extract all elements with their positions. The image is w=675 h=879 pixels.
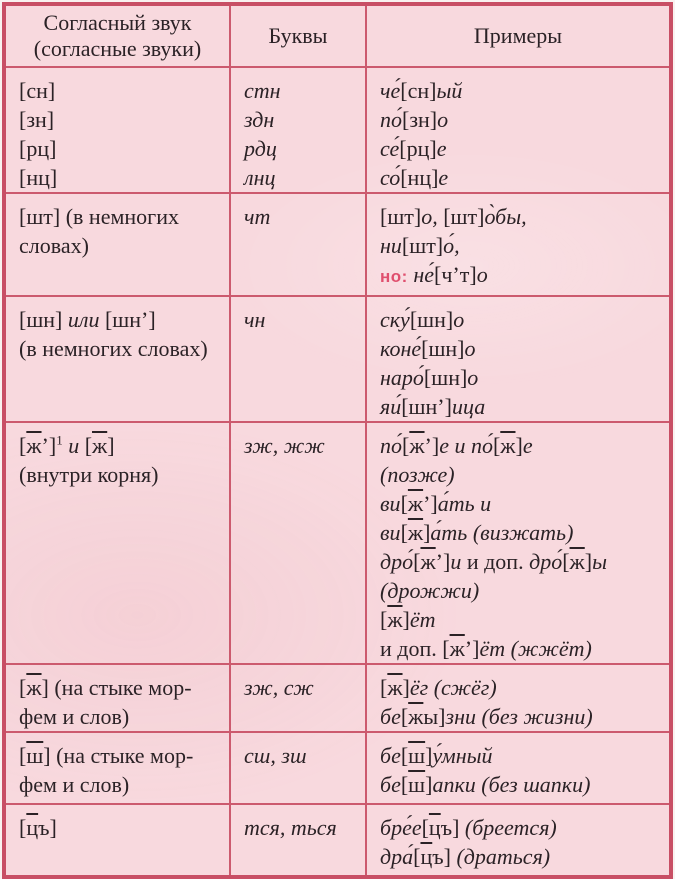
text-segment: [ [413,549,421,574]
text-segment: че́ [380,78,401,103]
text-segment: сш, зш [244,743,307,768]
text-segment: о, [421,204,444,229]
text-segment: [ [400,772,409,797]
text-line [19,134,223,163]
text-segment: ж [387,607,403,632]
text-segment: [ [400,743,409,768]
text-segment: тся, ться [244,815,337,840]
text-segment: коне́ [380,336,422,361]
sound-cell [4,193,230,296]
text-segment: у́мный [432,743,493,768]
text-segment: ж [92,433,108,458]
text-segment: рдц [244,136,277,161]
text-segment: и доп. [380,636,443,661]
text-line [244,305,359,334]
text-line [244,673,359,702]
text-segment: [ [442,636,450,661]
text-segment: [сн] [400,78,437,103]
text-segment: ц [26,815,39,840]
text-segment: [сн] [19,78,56,103]
text-segment: [ [380,607,388,632]
text-segment: [ [19,815,27,840]
text-line [19,305,223,334]
text-segment: словах) [19,233,89,258]
text-line [244,202,359,231]
text-line [244,163,359,192]
text-segment: ж [407,520,424,545]
text-segment: [шт] [380,204,422,229]
text-segment: ш [408,743,426,768]
text-segment: наро́ [380,365,424,390]
text-segment: о [464,336,476,361]
text-segment: (позже) [380,462,455,487]
text-segment: со́ [380,165,401,190]
letters-cell [230,193,366,296]
text-segment: [ [400,704,409,729]
text-line [244,813,359,842]
text-segment: ы] [423,704,446,729]
text-segment: ] [402,675,410,700]
text-segment: [ [84,433,93,458]
text-segment: [ [19,675,27,700]
text-segment: [шн] [423,365,468,390]
text-line [380,770,663,799]
text-line [380,134,663,163]
text-segment: не́ [407,262,435,287]
text-segment: зж, жж [244,433,325,458]
pronunciation-table [2,2,673,879]
text-segment: ц [420,844,433,869]
text-segment: ] [584,549,593,574]
text-line [380,260,663,291]
text-segment: бе [380,704,401,729]
letters-cell [230,67,366,193]
text-line [19,431,223,460]
table-row [4,422,671,664]
table-row [4,732,671,804]
text-segment: [зн] [19,107,55,132]
text-segment: лнц [244,165,276,190]
text-segment: ц [428,815,441,840]
text-segment: ] [107,433,115,458]
text-segment: и доп. [461,549,530,574]
text-line [380,605,663,634]
text-line [380,334,663,363]
text-segment: а́ть (визжать) [430,520,574,545]
text-segment: ] [425,772,433,797]
text-segment: (в немногих словах) [19,336,208,361]
header-letters-column [230,4,366,67]
text-segment: [ [400,520,408,545]
sound-cell [4,664,230,732]
sound-cell [4,296,230,422]
text-segment: ] [43,743,51,768]
text-segment: или [62,307,105,332]
text-line [380,576,663,605]
text-segment: [зн] [402,107,438,132]
text-segment: Буквы [268,23,328,48]
text-line [19,702,223,731]
text-segment: ску́ [380,307,410,332]
text-line [380,363,663,392]
text-segment: но: [380,267,408,286]
text-segment: зж, сж [244,675,314,700]
header-row [4,4,671,67]
text-segment: фем и слов) [19,772,130,797]
text-segment: фем и слов) [19,704,130,729]
text-segment: ’] [435,549,451,574]
text-segment: ёт [409,607,436,632]
text-segment: [шн] [421,336,465,361]
text-segment: е и по́ [439,433,493,458]
sound-cell [4,804,230,877]
examples-cell [366,193,671,296]
text-segment: ш [408,772,426,797]
text-line [244,134,359,163]
text-segment: стн [244,78,281,103]
text-line [380,231,663,260]
text-segment: Согласный звук [43,10,192,35]
text-segment: [ [400,491,408,516]
text-line [19,741,223,770]
text-line [244,431,359,460]
text-segment: ’] [424,433,440,458]
text-line [380,547,663,576]
text-segment: о [467,365,479,390]
text-line [380,163,663,192]
text-line [244,76,359,105]
text-segment: апки (без шапки) [432,772,591,797]
table-row [4,67,671,193]
text-segment: по́ [380,433,402,458]
text-line [380,673,663,702]
text-segment: [шн] [19,307,63,332]
text-line [244,741,359,770]
text-segment: [ [19,743,27,768]
text-line [19,460,223,489]
text-segment: [нц] [19,165,58,190]
text-segment: [ [19,433,27,458]
text-segment: Примеры [473,23,563,48]
text-segment: о [437,107,449,132]
header-sound-column [4,4,230,67]
header-examples-column [366,4,671,67]
text-segment: (согласные звуки) [33,36,202,61]
text-line [19,334,223,363]
text-segment: ’] [41,433,57,458]
text-segment: ёт (жжёт) [479,636,592,661]
text-segment: [шн’] [401,394,452,419]
text-segment: ж [569,549,585,574]
text-segment: [шт] [19,204,61,229]
text-segment: о [453,307,465,332]
text-segment: бре́е [380,815,422,840]
text-segment: дро́ [529,549,563,574]
table-row [4,193,671,296]
text-segment: ж [26,675,42,700]
text-segment: о [476,262,488,287]
text-segment: и [62,433,85,458]
text-segment: е [522,433,533,458]
text-segment: е [438,165,449,190]
text-segment: ви [380,520,401,545]
text-segment: ица [451,394,486,419]
text-segment: дра́ [380,844,414,869]
text-segment: по́ [380,107,402,132]
text-segment: ж [408,704,424,729]
examples-cell [366,67,671,193]
text-line [19,813,223,842]
text-segment: [шн] [409,307,454,332]
text-segment: [рц] [19,136,57,161]
text-line [380,842,663,871]
sound-cell [4,732,230,804]
text-line [380,634,663,663]
text-segment: ж [26,433,42,458]
text-line [380,202,663,231]
text-segment: ъ] [440,815,460,840]
text-line [19,202,223,231]
text-line [369,23,667,49]
text-segment: (драться) [450,844,551,869]
examples-cell [366,804,671,877]
text-segment: ’] [423,491,438,516]
text-segment: ёг (сжёг) [409,675,497,700]
letters-cell [230,664,366,732]
text-segment: о́, [443,233,460,258]
letters-cell [230,732,366,804]
text-line [380,460,663,489]
table-row [4,804,671,877]
text-segment: а́ть и [437,491,492,516]
text-segment: ъ] [38,815,57,840]
text-line [380,702,663,731]
text-line [380,813,663,842]
text-line [380,392,663,421]
text-line [380,741,663,770]
text-segment: (дрожжи) [380,578,480,603]
text-segment: ж [409,433,425,458]
text-line [8,10,227,36]
text-segment: (внутри корня) [19,462,159,487]
text-segment: [ [413,844,421,869]
text-line [19,770,223,799]
text-segment: [ [562,549,570,574]
text-segment: ж [500,433,516,458]
text-line [380,105,663,134]
text-segment: ви [380,491,401,516]
text-segment: се́ [380,136,400,161]
text-segment: (бреется) [459,815,557,840]
text-segment: ни [380,233,402,258]
text-segment: о̀бы, [484,204,527,229]
text-segment: [ [380,675,388,700]
text-line [19,673,223,702]
examples-cell [366,664,671,732]
text-segment: 1 [56,432,63,448]
text-segment: ый [436,78,463,103]
text-segment: [рц] [399,136,437,161]
text-segment: ] [402,607,410,632]
examples-cell [366,732,671,804]
text-segment: бе [380,772,401,797]
letters-cell [230,422,366,664]
text-segment: [ [402,433,410,458]
text-segment: ж [387,675,403,700]
text-line [19,163,223,192]
text-segment: и [450,549,462,574]
text-segment: е [436,136,447,161]
text-segment: ] [425,743,433,768]
text-segment: [нц] [400,165,439,190]
examples-cell [366,422,671,664]
text-segment: яи́ [380,394,402,419]
text-line [380,489,663,518]
table-row [4,664,671,732]
text-segment: [шт] [443,204,485,229]
text-line [244,105,359,134]
text-segment: ж [420,549,436,574]
text-segment: ] [515,433,523,458]
letters-cell [230,296,366,422]
text-segment: ш [26,743,44,768]
text-segment: ] [41,675,49,700]
text-segment: зни (без жизни) [445,704,593,729]
text-segment: (на стыке мор- [50,743,194,768]
text-segment: (в немногих [60,204,179,229]
examples-cell [366,296,671,422]
sound-cell [4,67,230,193]
text-line [380,518,663,547]
text-line [19,105,223,134]
text-line [19,231,223,260]
text-segment: [ [492,433,501,458]
text-segment: (на стыке мор- [48,675,192,700]
text-segment: бе [380,743,401,768]
text-segment: дро́ [380,549,414,574]
text-segment: ж [449,636,465,661]
text-segment: ж [407,491,424,516]
sound-cell [4,422,230,664]
text-segment: чн [244,307,266,332]
text-segment: [шт] [401,233,444,258]
text-segment: здн [244,107,275,132]
text-line [233,23,363,49]
text-line [380,305,663,334]
text-segment: ъ] [432,844,451,869]
text-line [8,36,227,62]
text-segment: ы [592,549,607,574]
text-segment: [шн’] [104,307,156,332]
text-line [380,76,663,105]
text-segment: ’] [464,636,480,661]
text-segment: чт [244,204,271,229]
text-line [380,431,663,460]
text-segment: [ч’т] [434,262,477,287]
text-segment: [ [421,815,429,840]
text-line [19,76,223,105]
letters-cell [230,804,366,877]
text-segment: ] [423,520,431,545]
table-row [4,296,671,422]
